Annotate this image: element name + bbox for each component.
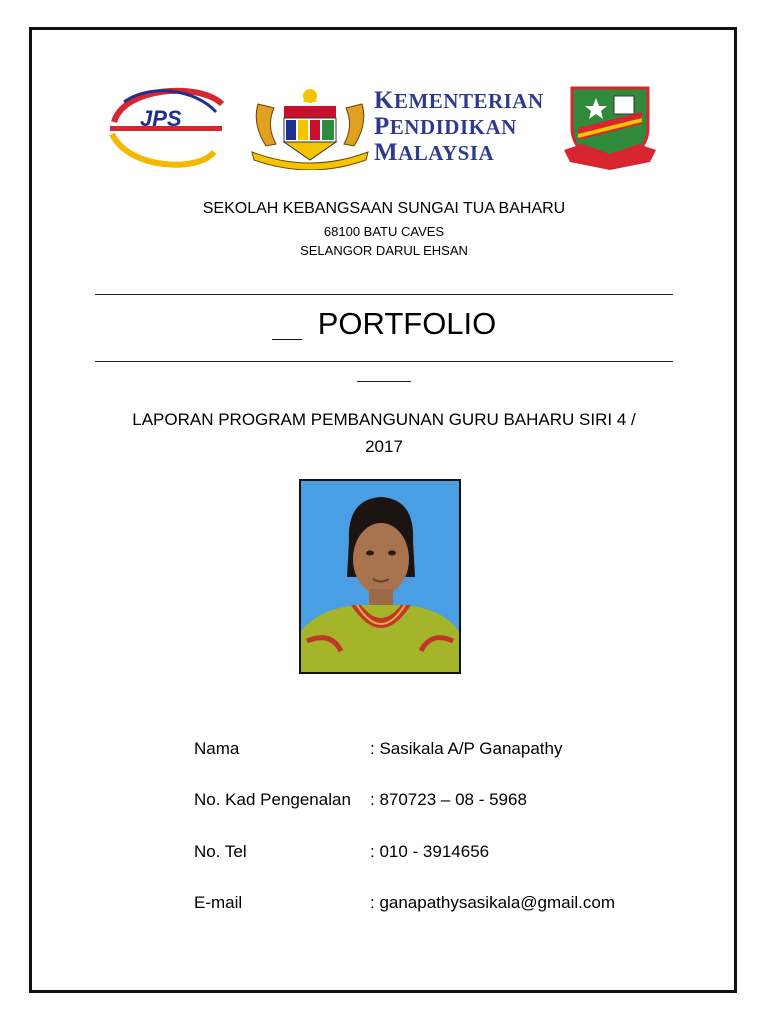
divider-bottom: [95, 361, 673, 362]
detail-value: : 870723 – 08 - 5968: [370, 790, 527, 809]
report-title-line1: LAPORAN PROGRAM PEMBANGUNAN GURU BAHARU SIRI 4 /: [132, 410, 636, 429]
detail-label: Nama: [194, 739, 240, 758]
detail-label: E-mail: [194, 893, 243, 912]
email-link[interactable]: : ganapathysasikala@gmail.com: [370, 893, 615, 912]
school-name: SEKOLAH KEBANGSAAN SUNGAI TUA BAHARU: [202, 200, 566, 217]
coat-of-arms-logo: [248, 84, 372, 170]
school-crest-logo: [562, 84, 658, 174]
kpm-wordmark: KEMENTERIAN PENDIDIKAN MALAYSIA: [374, 87, 544, 166]
report-title: [0, 406, 768, 460]
detail-label: No. Tel: [194, 842, 247, 861]
portfolio-title: PORTFOLIO: [317, 306, 497, 341]
title-row: [0, 306, 768, 342]
divider-top: [95, 294, 673, 295]
report-title-line2: 2017: [365, 437, 403, 456]
detail-value: : 010 - 3914656: [370, 842, 490, 861]
detail-value: : Sasikala A/P Ganapathy: [370, 739, 563, 758]
jps-logo: [104, 82, 228, 174]
profile-photo: [299, 479, 461, 674]
school-address-line2: SELANGOR DARUL EHSAN: [300, 243, 468, 258]
jps-logo-text: JPS: [140, 106, 182, 131]
detail-label: No. Kad Pengenalan: [194, 790, 351, 809]
school-address-line1: 68100 BATU CAVES: [323, 224, 445, 239]
title-blank-line: [272, 339, 302, 340]
divider-short: [357, 381, 411, 382]
